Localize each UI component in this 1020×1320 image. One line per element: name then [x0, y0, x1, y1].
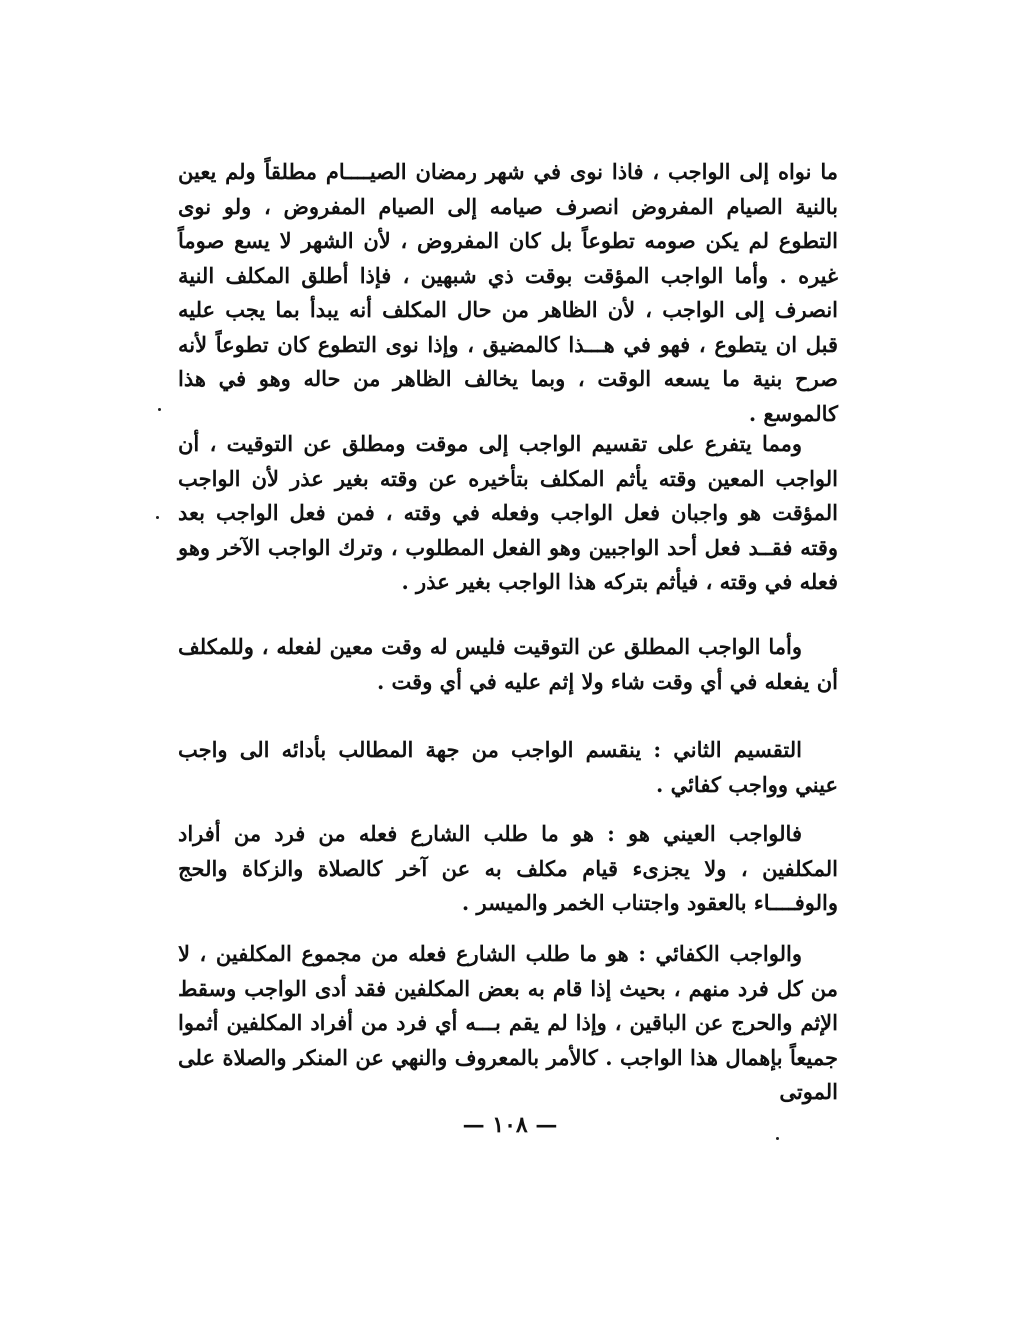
- scan-speck: [158, 408, 161, 411]
- section-heading: التقسيم الثاني :: [653, 737, 802, 762]
- scan-speck: [156, 516, 159, 519]
- paragraph-2: ومما يتفرع على تقسيم الواجب إلى موقت ومطلق عن التوقيت ، أن الواجب المعين وقته يأثم المكلف بتأخيره عن وقته بغير عذر لأن الواجب المؤقت هو واجبان فعل الواجب وفعله في وقته ، فمن فعل الواجب بعد وقته فقــد فعل أحد الواجبين وهو الفعل المطلوب ، وترك الواجب الآخر وهو فعله في وقته ، فيأثم بتركه هذا الواجب بغير عذر .: [178, 431, 838, 594]
- paragraph-1: ما نواه إلى الواجب ، فاذا نوى في شهر رمضان الصيــــام مطلقاً ولم يعين بالنية الصيام المفروض انصرف صيامه إلى الصيام المفروض ، ولو نوى التطوع لم يكن صومه تطوعاً بل كان المفروض ، لأن الشهر لا يسع صوماً غيره . وأما الواجب المؤقت بوقت ذي شبهين ، فإذا أطلق المكلف النية انصرف إلى الواجب ، لأن الظاهر من حال المكلف أنه يبدأ بما يجب عليه قبل ان يتطوع ، فهو في هـــذا كالمضيق ، وإذا نوى التطوع كان تطوعاً لأنه صرح بنية ما يسعه الوقت ، وبما يخالف الظاهر من حاله وهو في هذا كالموسع .: [178, 159, 838, 426]
- paragraph-6: والواجب الكفائي : هو ما طلب الشارع فعله من مجموع المكلفين ، لا من كل فرد منهم ، بحيث إذا قام به بعض المكلفين فقد أدى الواجب وسقط الإثم والحرج عن الباقين ، وإذا لم يقم بـــه أي فرد من أفراد المكلفين أثموا جميعاً بإهمال هذا الواجب . كالأمر بالمعروف والنهي عن المنكر والصلاة على الموتى: [178, 941, 838, 1104]
- paragraph-3: وأما الواجب المطلق عن التوقيت فليس له وقت معين لفعله ، وللمكلف أن يفعله في أي وقت شاء ولا إثم عليه في أي وقت .: [178, 634, 838, 694]
- scan-speck: [776, 1137, 779, 1140]
- paragraph-4: [178, 733, 838, 802]
- page-number: — ١٠٨ —: [462, 1112, 558, 1138]
- paragraph-5: فالواجب العيني هو : هو ما طلب الشارع فعله من فرد من أفراد المكلفين ، ولا يجزىء قيام مكلف به عن آخر كالصلاة والزكاة والحج والوفــــاء بالعقود واجتناب الخمر والميسر .: [178, 821, 838, 915]
- paragraph-4-body: ينقسم الواجب من جهة المطالب بأدائه الى واجب عيني وواجب كفائي .: [178, 737, 838, 797]
